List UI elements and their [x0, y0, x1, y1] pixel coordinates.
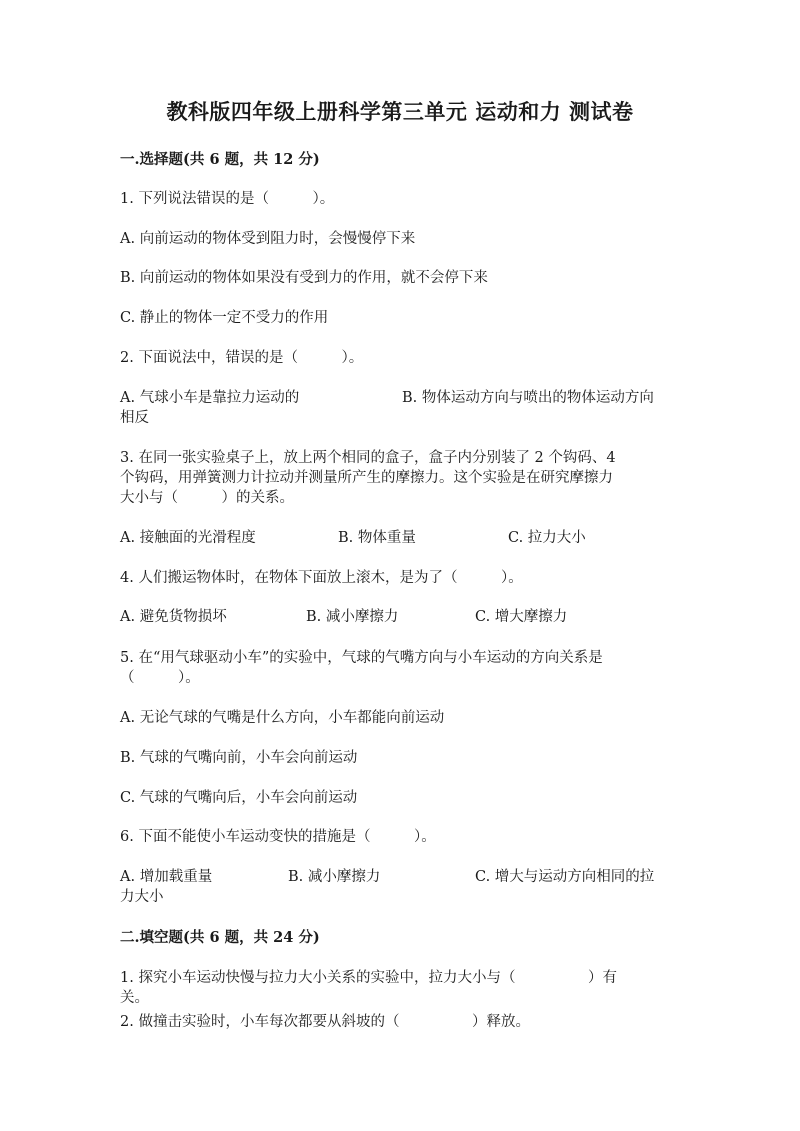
- fill-question-1-line-1: 1. 探究小车运动快慢与拉力大小关系的实验中，拉力大小与（ ）有: [120, 970, 617, 986]
- section-heading-choice: 一.选择题(共 6 题，共 12 分): [120, 151, 320, 168]
- question-3-stem-line-1: 3. 在同一张实验桌子上，放上两个相同的盒子，盒子内分别装了 2 个钩码、4: [120, 450, 616, 466]
- fill-question-1-line-2: 关。: [120, 990, 149, 1006]
- question-4-option-c: C. 增大摩擦力: [475, 609, 568, 625]
- question-1-option-c: C. 静止的物体一定不受力的作用: [120, 310, 329, 326]
- question-1-stem: 1. 下列说法错误的是（ ）。: [120, 191, 335, 207]
- question-5-option-a: A. 无论气球的气嘴是什么方向，小车都能向前运动: [120, 710, 445, 726]
- question-2-option-b: B. 物体运动方向与喷出的物体运动方向: [402, 390, 654, 406]
- question-3-option-c: C. 拉力大小: [508, 530, 586, 546]
- question-6-option-c: C. 增大与运动方向相同的拉: [475, 869, 655, 885]
- question-3-stem-line-2: 个钩码，用弹簧测力计拉动并测量所产生的摩擦力。这个实验是在研究摩擦力: [120, 470, 613, 486]
- question-5-option-b: B. 气球的气嘴向前，小车会向前运动: [120, 750, 358, 766]
- question-3-option-b: B. 物体重量: [338, 530, 416, 546]
- question-4-option-b: B. 减小摩擦力: [306, 609, 399, 625]
- question-2-option-b-wrap: 相反: [120, 410, 149, 426]
- question-5-stem-line-1: 5. 在“用气球驱动小车”的实验中，气球的气嘴方向与小车运动的方向关系是: [120, 650, 603, 666]
- page-title: 教科版四年级上册科学第三单元 运动和力 测试卷: [166, 99, 634, 124]
- question-2-stem: 2. 下面说法中，错误的是（ ）。: [120, 350, 364, 366]
- section-heading-fill-blank: 二.填空题(共 6 题，共 24 分): [120, 929, 320, 946]
- question-6-stem: 6. 下面不能使小车运动变快的措施是（ ）。: [120, 829, 436, 845]
- question-6-option-a: A. 增加载重量: [120, 869, 213, 885]
- question-3-option-a: A. 接触面的光滑程度: [120, 530, 256, 546]
- question-5-option-c: C. 气球的气嘴向后，小车会向前运动: [120, 790, 358, 806]
- question-6-option-c-wrap: 力大小: [120, 889, 164, 905]
- question-4-option-a: A. 避免货物损坏: [120, 609, 227, 625]
- question-4-stem: 4. 人们搬运物体时，在物体下面放上滚木，是为了（ ）。: [120, 570, 523, 586]
- fill-question-2: 2. 做撞击实验时，小车每次都要从斜坡的（ ）释放。: [120, 1014, 530, 1030]
- question-5-stem-line-2: （ ）。: [120, 670, 200, 686]
- question-1-option-b: B. 向前运动的物体如果没有受到力的作用，就不会停下来: [120, 270, 488, 286]
- question-2-option-a: A. 气球小车是靠拉力运动的: [120, 390, 300, 406]
- question-1-option-a: A. 向前运动的物体受到阻力时，会慢慢停下来: [120, 231, 416, 247]
- question-6-option-b: B. 减小摩擦力: [288, 869, 381, 885]
- question-3-stem-line-3: 大小与（ ）的关系。: [120, 490, 294, 506]
